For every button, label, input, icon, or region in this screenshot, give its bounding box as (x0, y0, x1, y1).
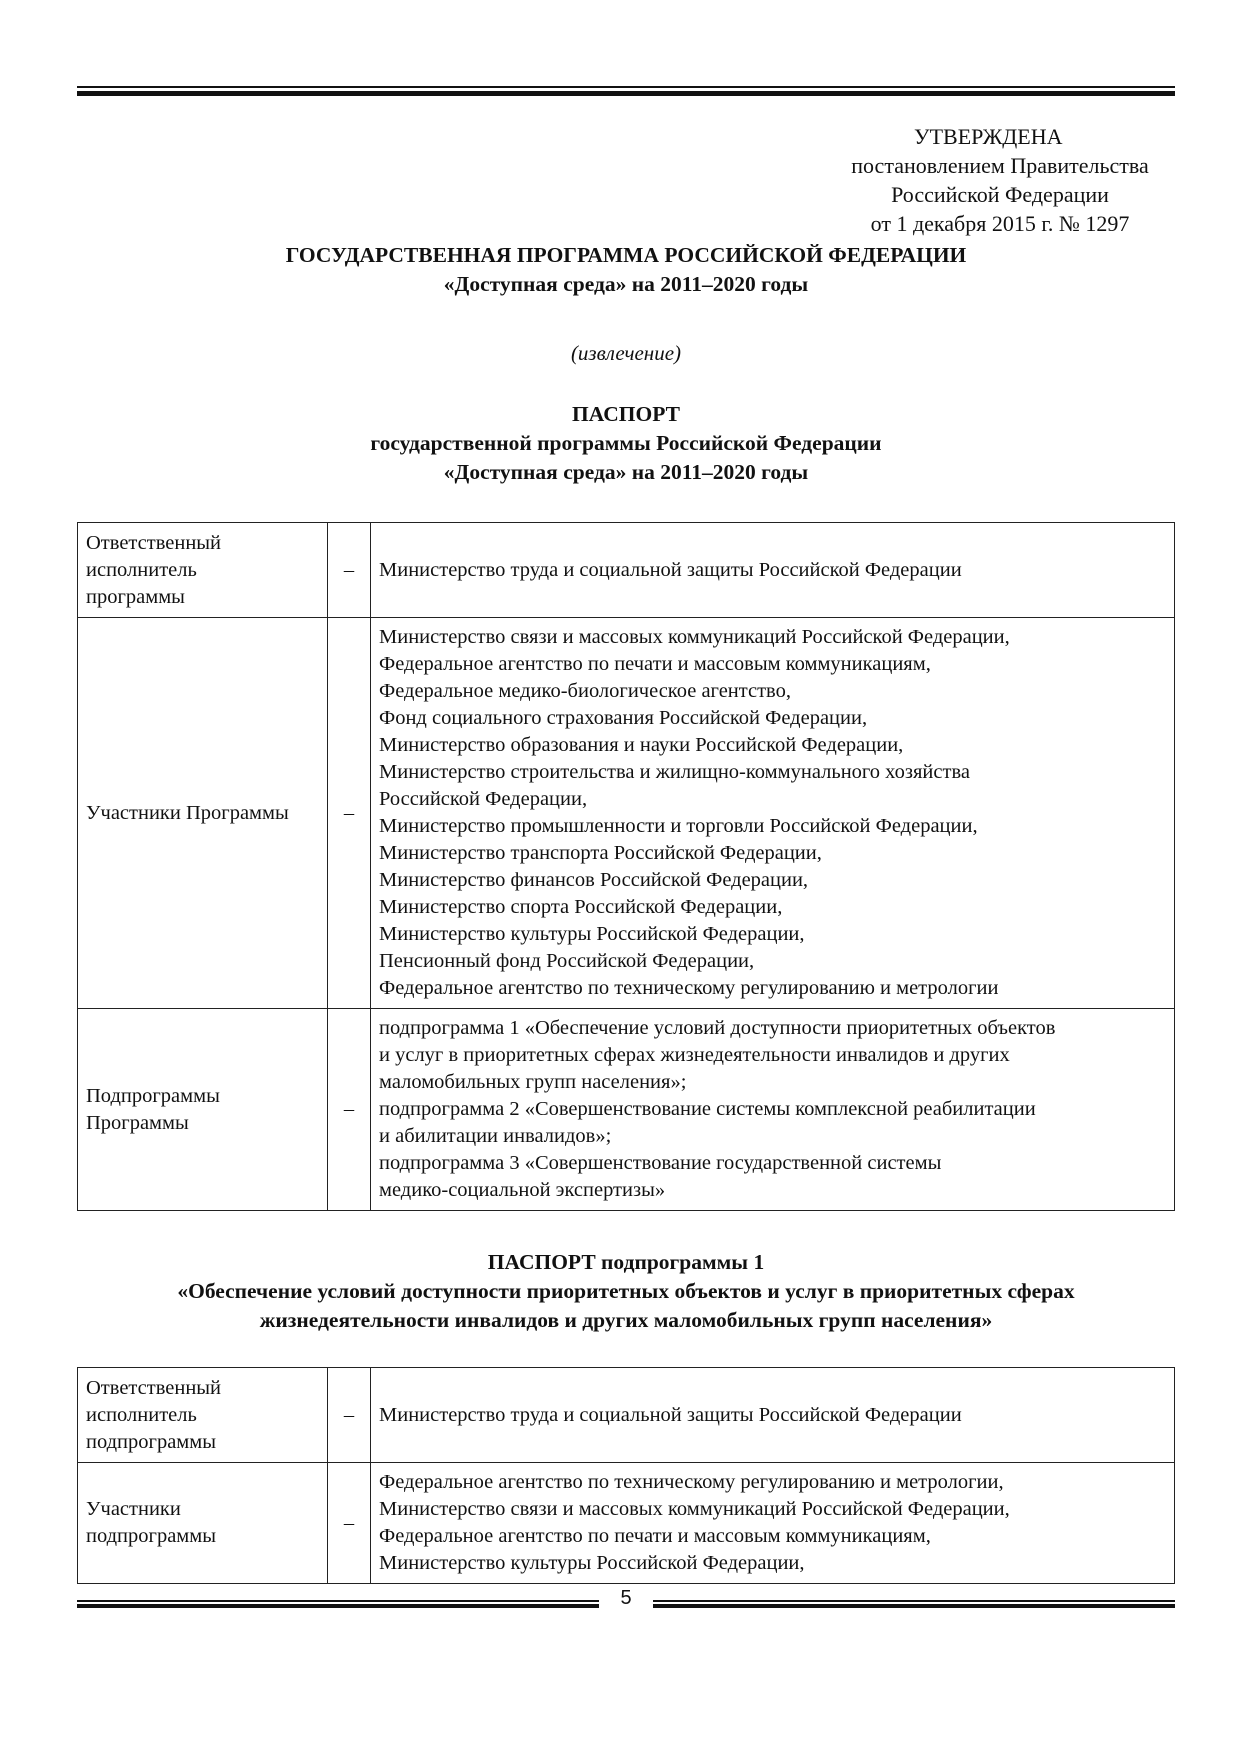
row-value-line: Министерство финансов Российской Федерации, (379, 869, 809, 891)
row-value-line: Фонд социального страхования Российской Федерации, (379, 707, 868, 729)
row-value-line: Министерство культуры Российской Федерации, (379, 923, 805, 945)
row-value-line: медико-социальной экспертизы» (379, 1179, 666, 1201)
subprogram-table (77, 1367, 1175, 1584)
row-value-line: Федеральное медико-биологическое агентство, (379, 680, 791, 702)
row-value-line: Министерство труда и социальной защиты Российской Федерации (379, 558, 962, 581)
row-value-line: подпрограмма 3 «Совершенствование государственной системы (379, 1152, 942, 1174)
footer-rule-right (653, 1600, 1175, 1608)
row-label-line: Подпрограммы (86, 1084, 220, 1107)
table-row (78, 1463, 1175, 1584)
table-row (78, 1368, 1175, 1463)
row-label-line: подпрограммы (86, 1430, 217, 1453)
row-label-line: исполнитель (86, 558, 197, 581)
table-row (78, 1009, 1175, 1211)
approval-stamp (820, 122, 1180, 238)
approval-line: от 1 декабря 2015 г. № 1297 (870, 211, 1130, 236)
approval-line: постановлением Правительства (851, 153, 1149, 178)
row-value-line: Российской Федерации, (379, 788, 588, 810)
row-value (371, 1009, 1175, 1211)
row-dash: – (328, 1463, 371, 1584)
row-label-line: Программы (86, 1111, 189, 1134)
row-label (78, 523, 328, 618)
row-value-line: Министерство образования и науки Российской Федерации, (379, 734, 904, 756)
row-label-line: программы (86, 585, 185, 608)
row-dash: – (328, 523, 371, 618)
passport-title-line: «Доступная среда» на 2011–2020 годы (443, 460, 809, 484)
subprogram-title-line: жизнедеятельности инвалидов и других маломобильных групп населения» (259, 1308, 993, 1332)
table-row (78, 523, 1175, 618)
row-value (371, 1368, 1175, 1463)
row-dash: – (328, 1368, 371, 1463)
header-rule (77, 86, 1175, 96)
page-number: 5 (620, 1587, 632, 1609)
page-footer (77, 1583, 1175, 1623)
program-title-line: «Доступная среда» на 2011–2020 годы (443, 272, 809, 296)
row-value-line: Федеральное агентство по печати и массовым коммуникациям, (379, 653, 931, 675)
row-value-line: Федеральное агентство по техническому регулированию и метрологии (379, 977, 999, 999)
row-value-line: подпрограмма 1 «Обеспечение условий доступности приоритетных объектов (379, 1017, 1056, 1039)
row-label (78, 1009, 328, 1211)
row-value-line: Министерство связи и массовых коммуникаций Российской Федерации, (379, 626, 1010, 648)
row-dash: – (328, 1009, 371, 1211)
row-value-line: Министерство строительства и жилищно-коммунального хозяйства (379, 761, 970, 783)
row-label (78, 618, 328, 1009)
passport-title-line: государственной программы Российской Федерации (370, 431, 882, 455)
row-label (78, 1368, 328, 1463)
row-label-line: Ответственный (86, 1376, 222, 1399)
row-label-line: подпрограммы (86, 1525, 217, 1547)
row-value-line: маломобильных групп населения»; (379, 1071, 687, 1093)
row-value-line: Министерство культуры Российской Федерации, (379, 1552, 805, 1574)
approval-line: Российской Федерации (891, 182, 1109, 207)
row-value-line: Министерство спорта Российской Федерации, (379, 896, 783, 918)
row-label-line: Участники (86, 1498, 181, 1520)
approval-head: УТВЕРЖДЕНА (914, 124, 1063, 149)
footer-rule-left (77, 1600, 599, 1608)
row-value-line: подпрограмма 2 «Совершенствование системы комплексной реабилитации (379, 1098, 1036, 1120)
program-title (77, 241, 1175, 299)
subprogram-title-line: ПАСПОРТ подпрограммы 1 (487, 1250, 765, 1274)
row-value (371, 523, 1175, 618)
passport-table (77, 522, 1175, 1211)
row-value (371, 618, 1175, 1009)
subprogram-title (77, 1248, 1175, 1335)
row-label (78, 1463, 328, 1584)
passport-title-line: ПАСПОРТ (572, 402, 680, 426)
row-value-line: Федеральное агентство по техническому регулированию и метрологии, (379, 1471, 1004, 1493)
row-label-line: исполнитель (86, 1403, 197, 1426)
row-value-line: Пенсионный фонд Российской Федерации, (379, 950, 755, 972)
row-value-line: Министерство промышленности и торговли Российской Федерации, (379, 815, 978, 837)
row-value-line: Министерство связи и массовых коммуникаций Российской Федерации, (379, 1498, 1010, 1520)
passport-title (77, 400, 1175, 487)
row-value-line: Министерство транспорта Российской Федерации, (379, 842, 822, 864)
subprogram-title-line: «Обеспечение условий доступности приоритетных объектов и услуг в приоритетных сферах (177, 1279, 1075, 1303)
program-title-line: ГОСУДАРСТВЕННАЯ ПРОГРАММА РОССИЙСКОЙ ФЕДЕРАЦИИ (285, 243, 967, 267)
table-row (78, 618, 1175, 1009)
row-value-line: и абилитации инвалидов»; (379, 1125, 612, 1147)
row-dash: – (328, 618, 371, 1009)
row-label-line: Участники Программы (86, 801, 289, 824)
row-value (371, 1463, 1175, 1584)
row-value-line: Федеральное агентство по печати и массовым коммуникациям, (379, 1525, 931, 1547)
extract-note: (извлечение) (570, 341, 682, 365)
row-value-line: и услуг в приоритетных сферах жизнедеятельности инвалидов и других (379, 1044, 1010, 1066)
row-value-line: Министерство труда и социальной защиты Российской Федерации (379, 1403, 962, 1426)
row-label-line: Ответственный (86, 531, 222, 554)
